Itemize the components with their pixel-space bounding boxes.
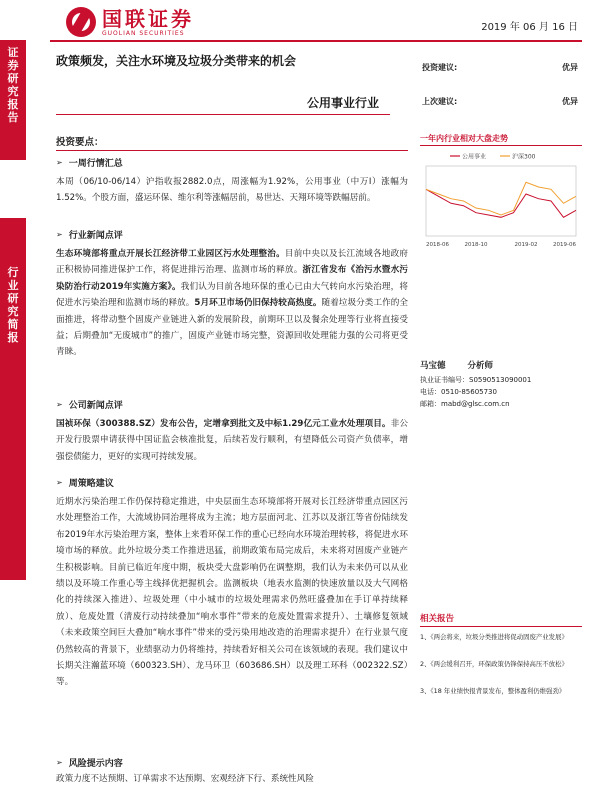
- summary-heading: 投资要点：: [56, 137, 104, 148]
- logo-mark-icon: [66, 7, 96, 37]
- section-title: 行业新闻点评: [68, 231, 123, 241]
- arrow-icon: ➢: [56, 478, 63, 487]
- logo-cn: 国联证券: [102, 6, 194, 31]
- analyst-role: 分析师: [467, 361, 494, 371]
- rating-current: 投资建议: 优异: [422, 63, 578, 72]
- section-title: 公司新闻点评: [68, 401, 123, 411]
- legend-label: 沪深300: [512, 153, 536, 161]
- section-title: 风险提示内容: [68, 759, 123, 769]
- section-company-news: [56, 398, 408, 465]
- legend-label: 公用事业: [462, 153, 487, 161]
- relative-performance-chart: [420, 148, 582, 252]
- section-title: 一周行情汇总: [68, 159, 123, 169]
- section-industry-news: [56, 228, 408, 361]
- x-tick-label: 2019-02: [514, 242, 538, 248]
- series-line: [426, 189, 576, 217]
- industry-label: 公用事业行业: [307, 96, 380, 110]
- report-date: 2019 年 06 月 16 日: [481, 22, 578, 33]
- chart-svg: [420, 148, 582, 252]
- analyst-email[interactable]: 邮箱：mabd@glsc.com.cn: [420, 400, 510, 408]
- section-text: 生态环境部将重点开展长江经济带工业园区污水处理整治。目前中央以及长江流域各地政府正积极协同推进保护工作，将促进排污治理、监测市场的释放。浙江省发布《治污水暨水污染防治行动2019年实施方案》。我们认为目前各地环保的重心已由大气转向水污染治理，将促进水污染治理和监测市场的释放。5月环卫市场仍旧保持较高热度。随着垃圾分类工作的全面推进，将带动整个固废产业链进入新的发展阶段，前期环卫以及餐余处理等行业将直接受益；后期叠加“无废城市”的推广，固废产业链市场完整，资源回收处理能力强的公司将更受青睐。: [56, 249, 408, 358]
- side-label-top: 证券研究报告: [0, 40, 26, 160]
- side-bar: [0, 40, 26, 580]
- section-text: 本周（06/10-06/14）沪指收报2882.0点，周涨幅为1.92%，公用事业（中万Ⅰ）涨幅为1.52%。个股方面，盛运环保、维尔利等涨幅居前，易世达、天翔环境等跌幅居前。: [56, 177, 408, 204]
- logo-en: GUOLIAN SECURITIES: [102, 29, 185, 37]
- section-weekly-market: [56, 156, 408, 207]
- header-divider: [50, 40, 582, 42]
- related-divider: [420, 626, 582, 627]
- report-title: 政策频发，关注水环境及垃圾分类带来的机会: [56, 54, 297, 68]
- section-weekly-strategy: [56, 476, 408, 691]
- analyst-phone: 电话：0510-85605730: [420, 388, 497, 396]
- chart-divider: [420, 145, 582, 146]
- x-tick-label: 2019-06: [553, 242, 576, 248]
- analyst-cert: 执业证书编号：S0590513090001: [420, 376, 532, 384]
- arrow-icon: ➢: [56, 230, 63, 239]
- x-tick-label: 2018-06: [426, 242, 449, 248]
- section-text: 近期水污染治理工作仍保持稳定推进，中央层面生态环境部将开展对长江经济带重点园区污水处理整治工作，大流域协同治理将成为主流；地方层面河北、江苏以及浙江等省份陆续发布2019年水污染治理方案，整体上来看环保工作的重心已经向水环境治理转移，将促进水环境市场的释放。此外垃圾分类工作推进迅猛，前期政策布局完成后，未来将对固废产业链产生积极影响。目前已临近年度中期，板块受大盘影响仍在调整期，我们认为未来仍可以从业绩以及环境工作重心等主线择优把握机会。监测板块（地表水监测的快速放量以及大气网格化的持续深入推进）、垃圾处理（中小城市的垃圾处理需求仍然旺盛叠加在手订单持续释放）、危废处置（清废行动持续叠加“响水事件”带来的危废处置需求提升）、土壤修复领域（未来政策空间巨大叠加“响水事件”带来的受污染用地改造的治理需求提升）在行业景气度仍然较高的背景下，业绩驱动力仍将维持，持续看好相关公司在该领域的表现。我们建议中长期关注瀚蓝环境（600323.SH）、龙马环卫（603686.SH）以及理工环科（002322.SZ）等。: [56, 497, 408, 688]
- x-tick-label: 2018-10: [464, 242, 488, 248]
- section-risk: [56, 756, 408, 787]
- rating-previous: 上次建议: 优异: [422, 97, 578, 106]
- related-report-item[interactable]: 2、《两会缓利召开，环保政策仍锋保持高压不放松》: [420, 660, 568, 668]
- analyst-name: 马宝德: [420, 361, 446, 371]
- series-line: [426, 182, 576, 215]
- related-report-item[interactable]: 1、《两会将来，垃圾分类推进将促动固废产业发展》: [420, 633, 568, 641]
- company-logo: [66, 4, 194, 40]
- chart-title: 一年内行业相对大盘走势: [420, 134, 508, 143]
- analyst-block: [420, 360, 582, 410]
- side-label-bottom: 行业研究简报: [0, 218, 26, 580]
- related-reports-list: [420, 632, 582, 713]
- section-text: 政策力度不达预期、订单需求不达预期、宏观经济下行、系统性风险: [56, 774, 314, 784]
- related-reports-title: 相关报告: [420, 614, 455, 624]
- summary-heading-block: [56, 128, 408, 152]
- chart-frame: [426, 166, 576, 236]
- arrow-icon: ➢: [56, 758, 63, 767]
- related-report-item[interactable]: 3、《18 年业绩快报背景发布，整体盈利仍维强劲》: [420, 687, 566, 695]
- section-text: 国祯环保（300388.SZ）发布公告，定增拿到批文及中标1.29亿元工业水处理项目。非公开发行股票申请获得中国证监会核准批复，后续若发行顺利，有望降低公司资产负债率，增强偿债能力，更好的实现可持续发展。: [56, 419, 408, 462]
- section-title: 周策略建议: [68, 479, 114, 489]
- title-divider: [56, 114, 390, 115]
- summary-divider: [56, 150, 408, 151]
- arrow-icon: ➢: [56, 158, 63, 167]
- arrow-icon: ➢: [56, 400, 63, 409]
